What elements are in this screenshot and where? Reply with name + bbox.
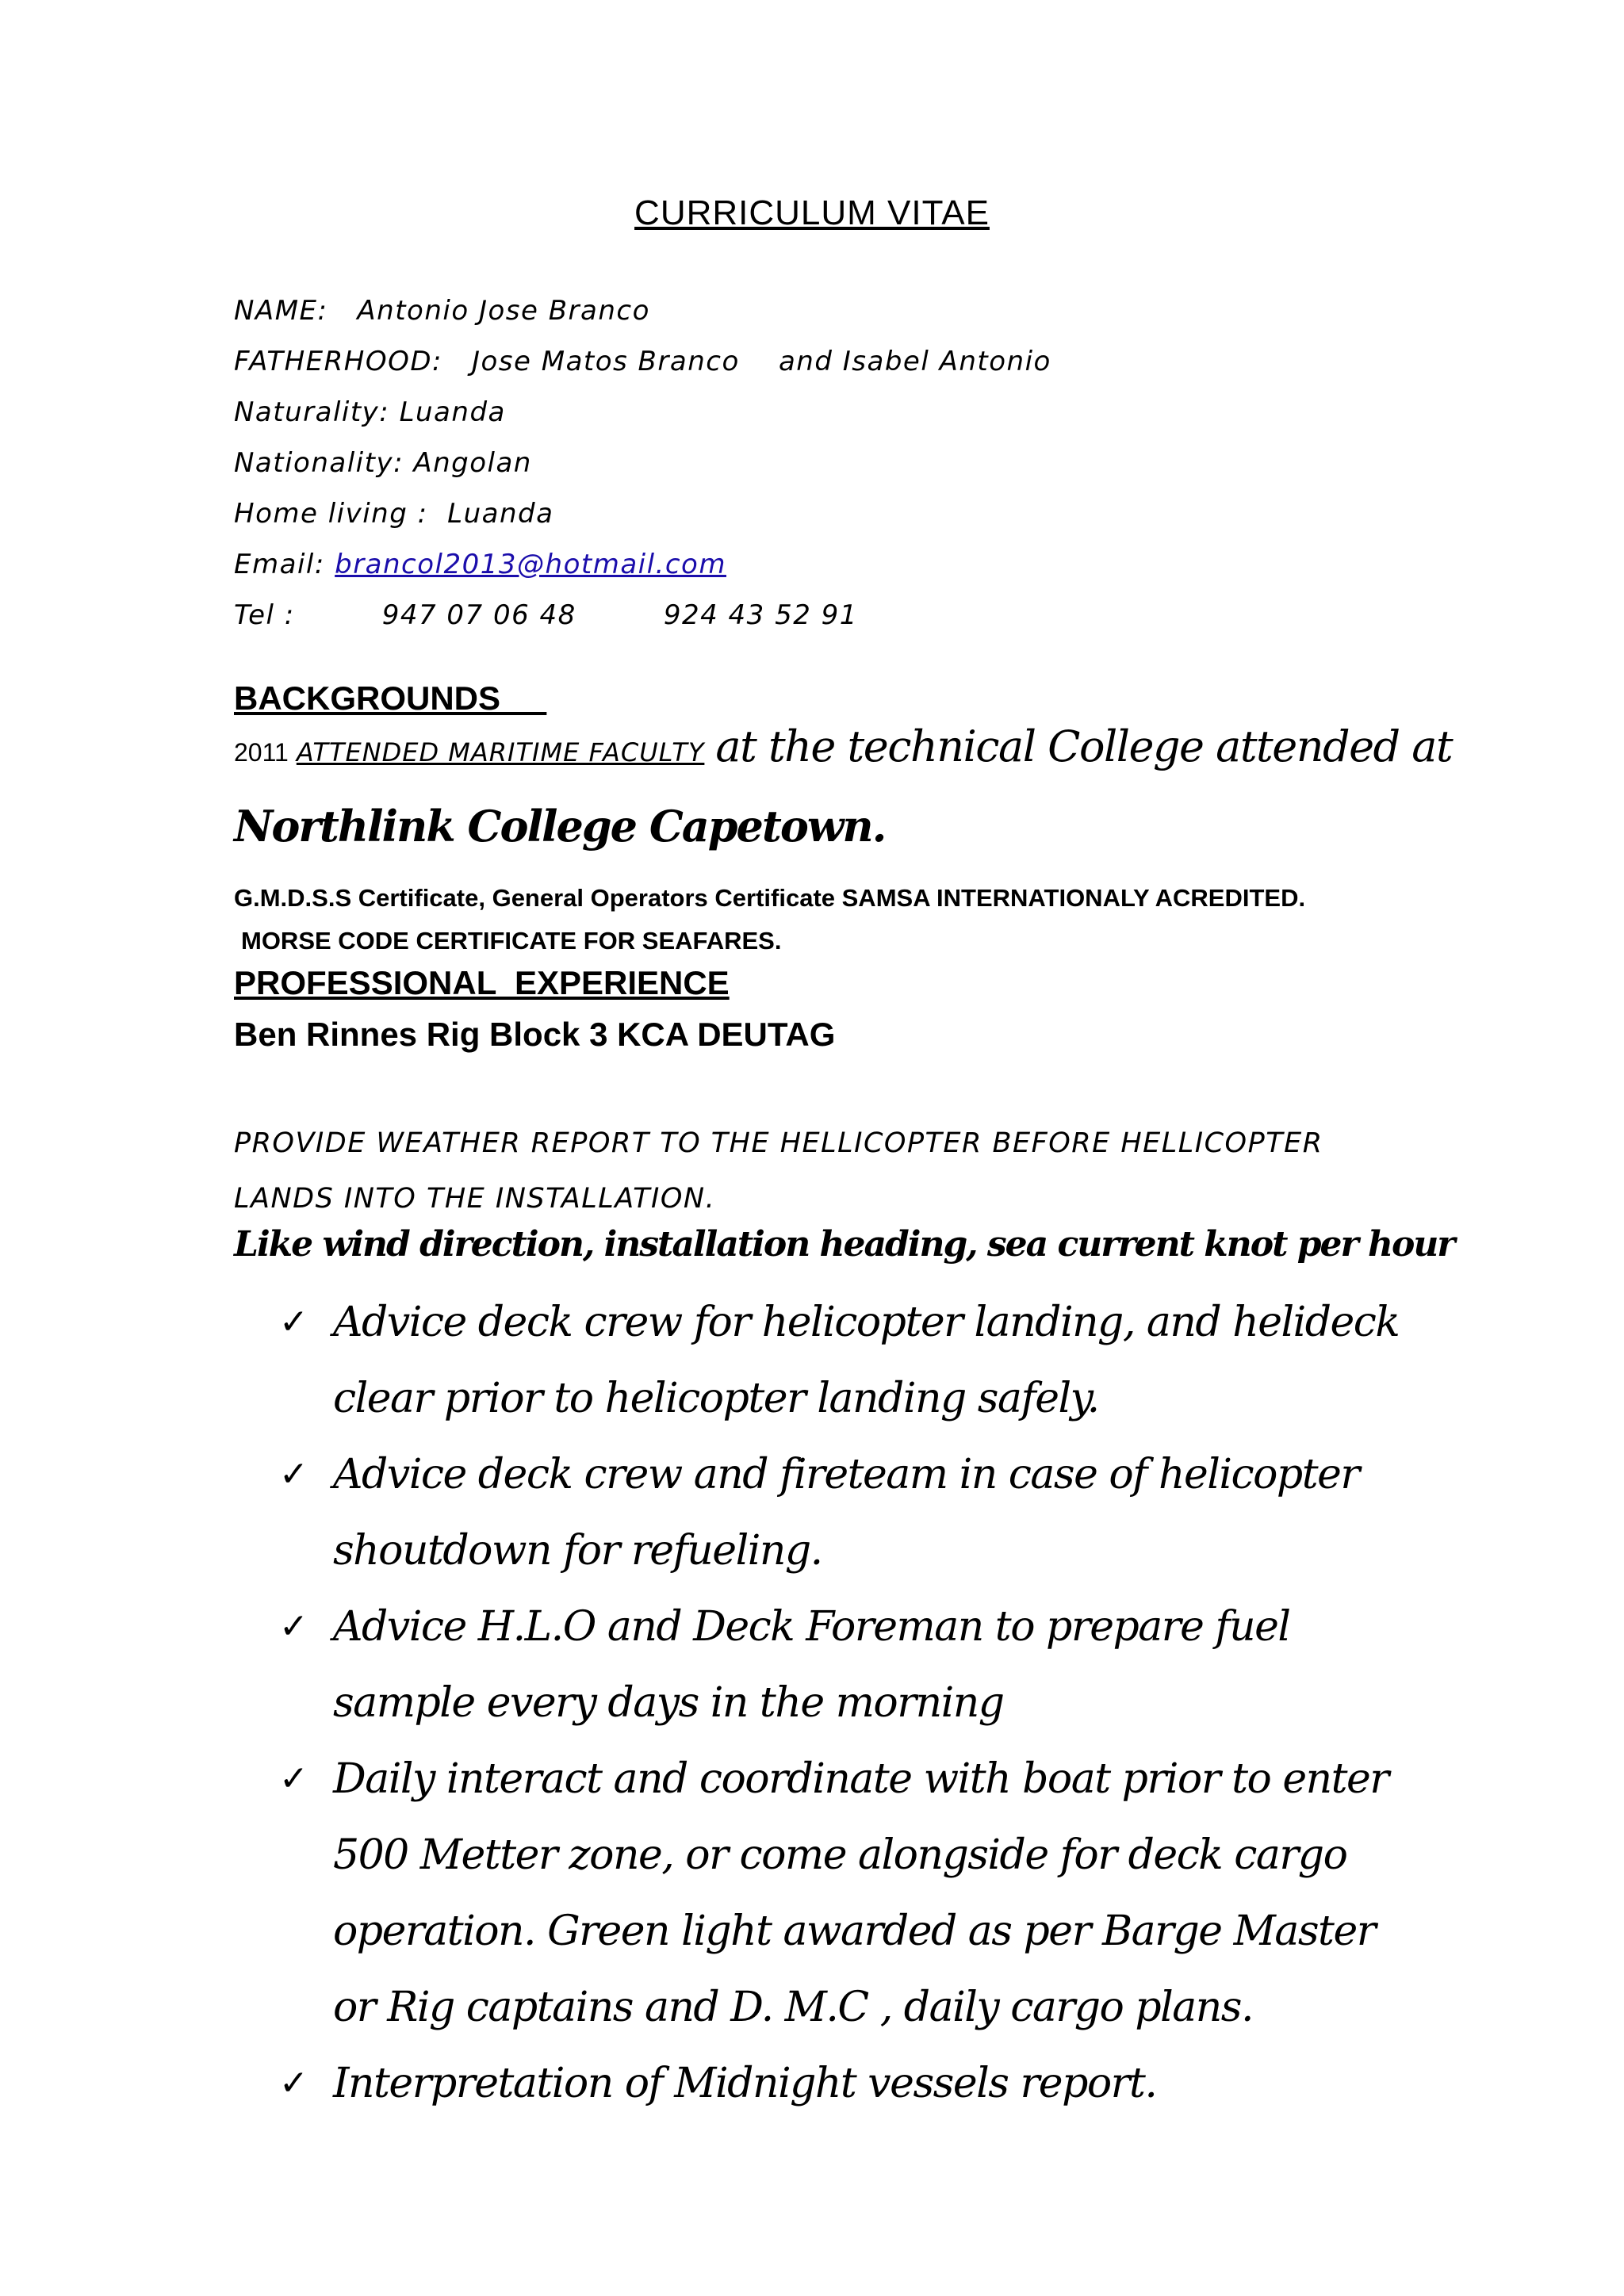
list-item-text: Interpretation of Midnight vessels report. — [333, 2060, 1157, 2107]
duty-detail: Like wind direction, installation heading, sea current knot per hour — [234, 1224, 1454, 1265]
fatherhood-label: FATHERHOOD: — [234, 346, 443, 377]
email-row — [234, 539, 1051, 590]
nationality-row: Nationality: Angolan — [234, 447, 532, 479]
name-row — [234, 285, 1051, 336]
name-value: Antonio Jose Branco — [357, 295, 650, 327]
certificate-line-2: MORSE CODE CERTIFICATE FOR SEAFARES. — [241, 927, 782, 955]
list-item-text: Daily interact and coordinate with boat prior to enter 500 Metter zone, or come alongside for deck cargo operation. Green light awarded as per Barge Master or Rig captains and D. M.C , daily cargo plans. — [333, 1755, 1388, 2031]
experience-list — [279, 1284, 1421, 2122]
list-item — [279, 1437, 1421, 1589]
backgrounds-line — [234, 721, 1452, 771]
tel-number-2: 924 43 52 91 — [663, 599, 858, 631]
personal-details — [234, 285, 1051, 641]
list-item — [279, 2045, 1421, 2122]
checkmark-icon: ✓ — [279, 2063, 308, 2103]
certificate-line-1: G.M.D.S.S Certificate, General Operators Certificate SAMSA INTERNATIONALY ACREDITED. — [234, 884, 1306, 912]
backgrounds-year: 2011 — [234, 738, 289, 767]
list-item-text: Advice H.L.O and Deck Foreman to prepare fuel sample every days in the morning — [333, 1603, 1290, 1727]
list-item — [279, 1284, 1421, 1437]
list-item — [279, 1741, 1421, 2045]
list-item-text: Advice deck crew for helicopter landing, and helideck clear prior to helicopter landing safely. — [333, 1299, 1400, 1422]
checkmark-icon: ✓ — [279, 1606, 308, 1647]
college-name: Northlink College Capetown. — [234, 801, 886, 851]
email-link[interactable]: brancol2013@hotmail.com — [335, 549, 726, 580]
fatherhood-row — [234, 336, 1051, 387]
fatherhood-value: Jose Matos Branco and Isabel Antonio — [471, 346, 1051, 377]
checkmark-icon: ✓ — [279, 1454, 308, 1494]
checkmark-icon: ✓ — [279, 1302, 308, 1342]
home-living-row: Home living : Luanda — [234, 498, 554, 530]
tel-row — [234, 590, 1051, 641]
tel-number-1: 947 07 06 48 — [381, 599, 576, 631]
document-title: CURRICULUM VITAE — [634, 193, 990, 232]
rig-name: Ben Rinnes Rig Block 3 KCA DEUTAG — [234, 1016, 836, 1053]
backgrounds-detail: at the technical College attended at — [715, 721, 1453, 771]
checkmark-icon: ✓ — [279, 1758, 308, 1799]
list-item-text: Advice deck crew and fireteam in case of helicopter shoutdown for refueling. — [333, 1451, 1359, 1575]
experience-heading: PROFESSIONAL EXPERIENCE — [234, 964, 730, 1001]
duty-description: PROVIDE WEATHER REPORT TO THE HELLICOPTER BEFORE HELLICOPTER LANDS INTO THE INSTALLATION. — [234, 1127, 1323, 1215]
list-item — [279, 1589, 1421, 1741]
email-label: Email: — [234, 549, 325, 580]
certificates — [234, 877, 1305, 962]
backgrounds-faculty: ATTENDED MARITIME FACULTY — [296, 737, 705, 767]
name-label: NAME: — [234, 295, 328, 327]
naturality-row: Naturality: Luanda — [234, 396, 506, 428]
backgrounds-heading: BACKGROUNDS — [234, 679, 547, 717]
tel-label: Tel : — [234, 599, 295, 631]
